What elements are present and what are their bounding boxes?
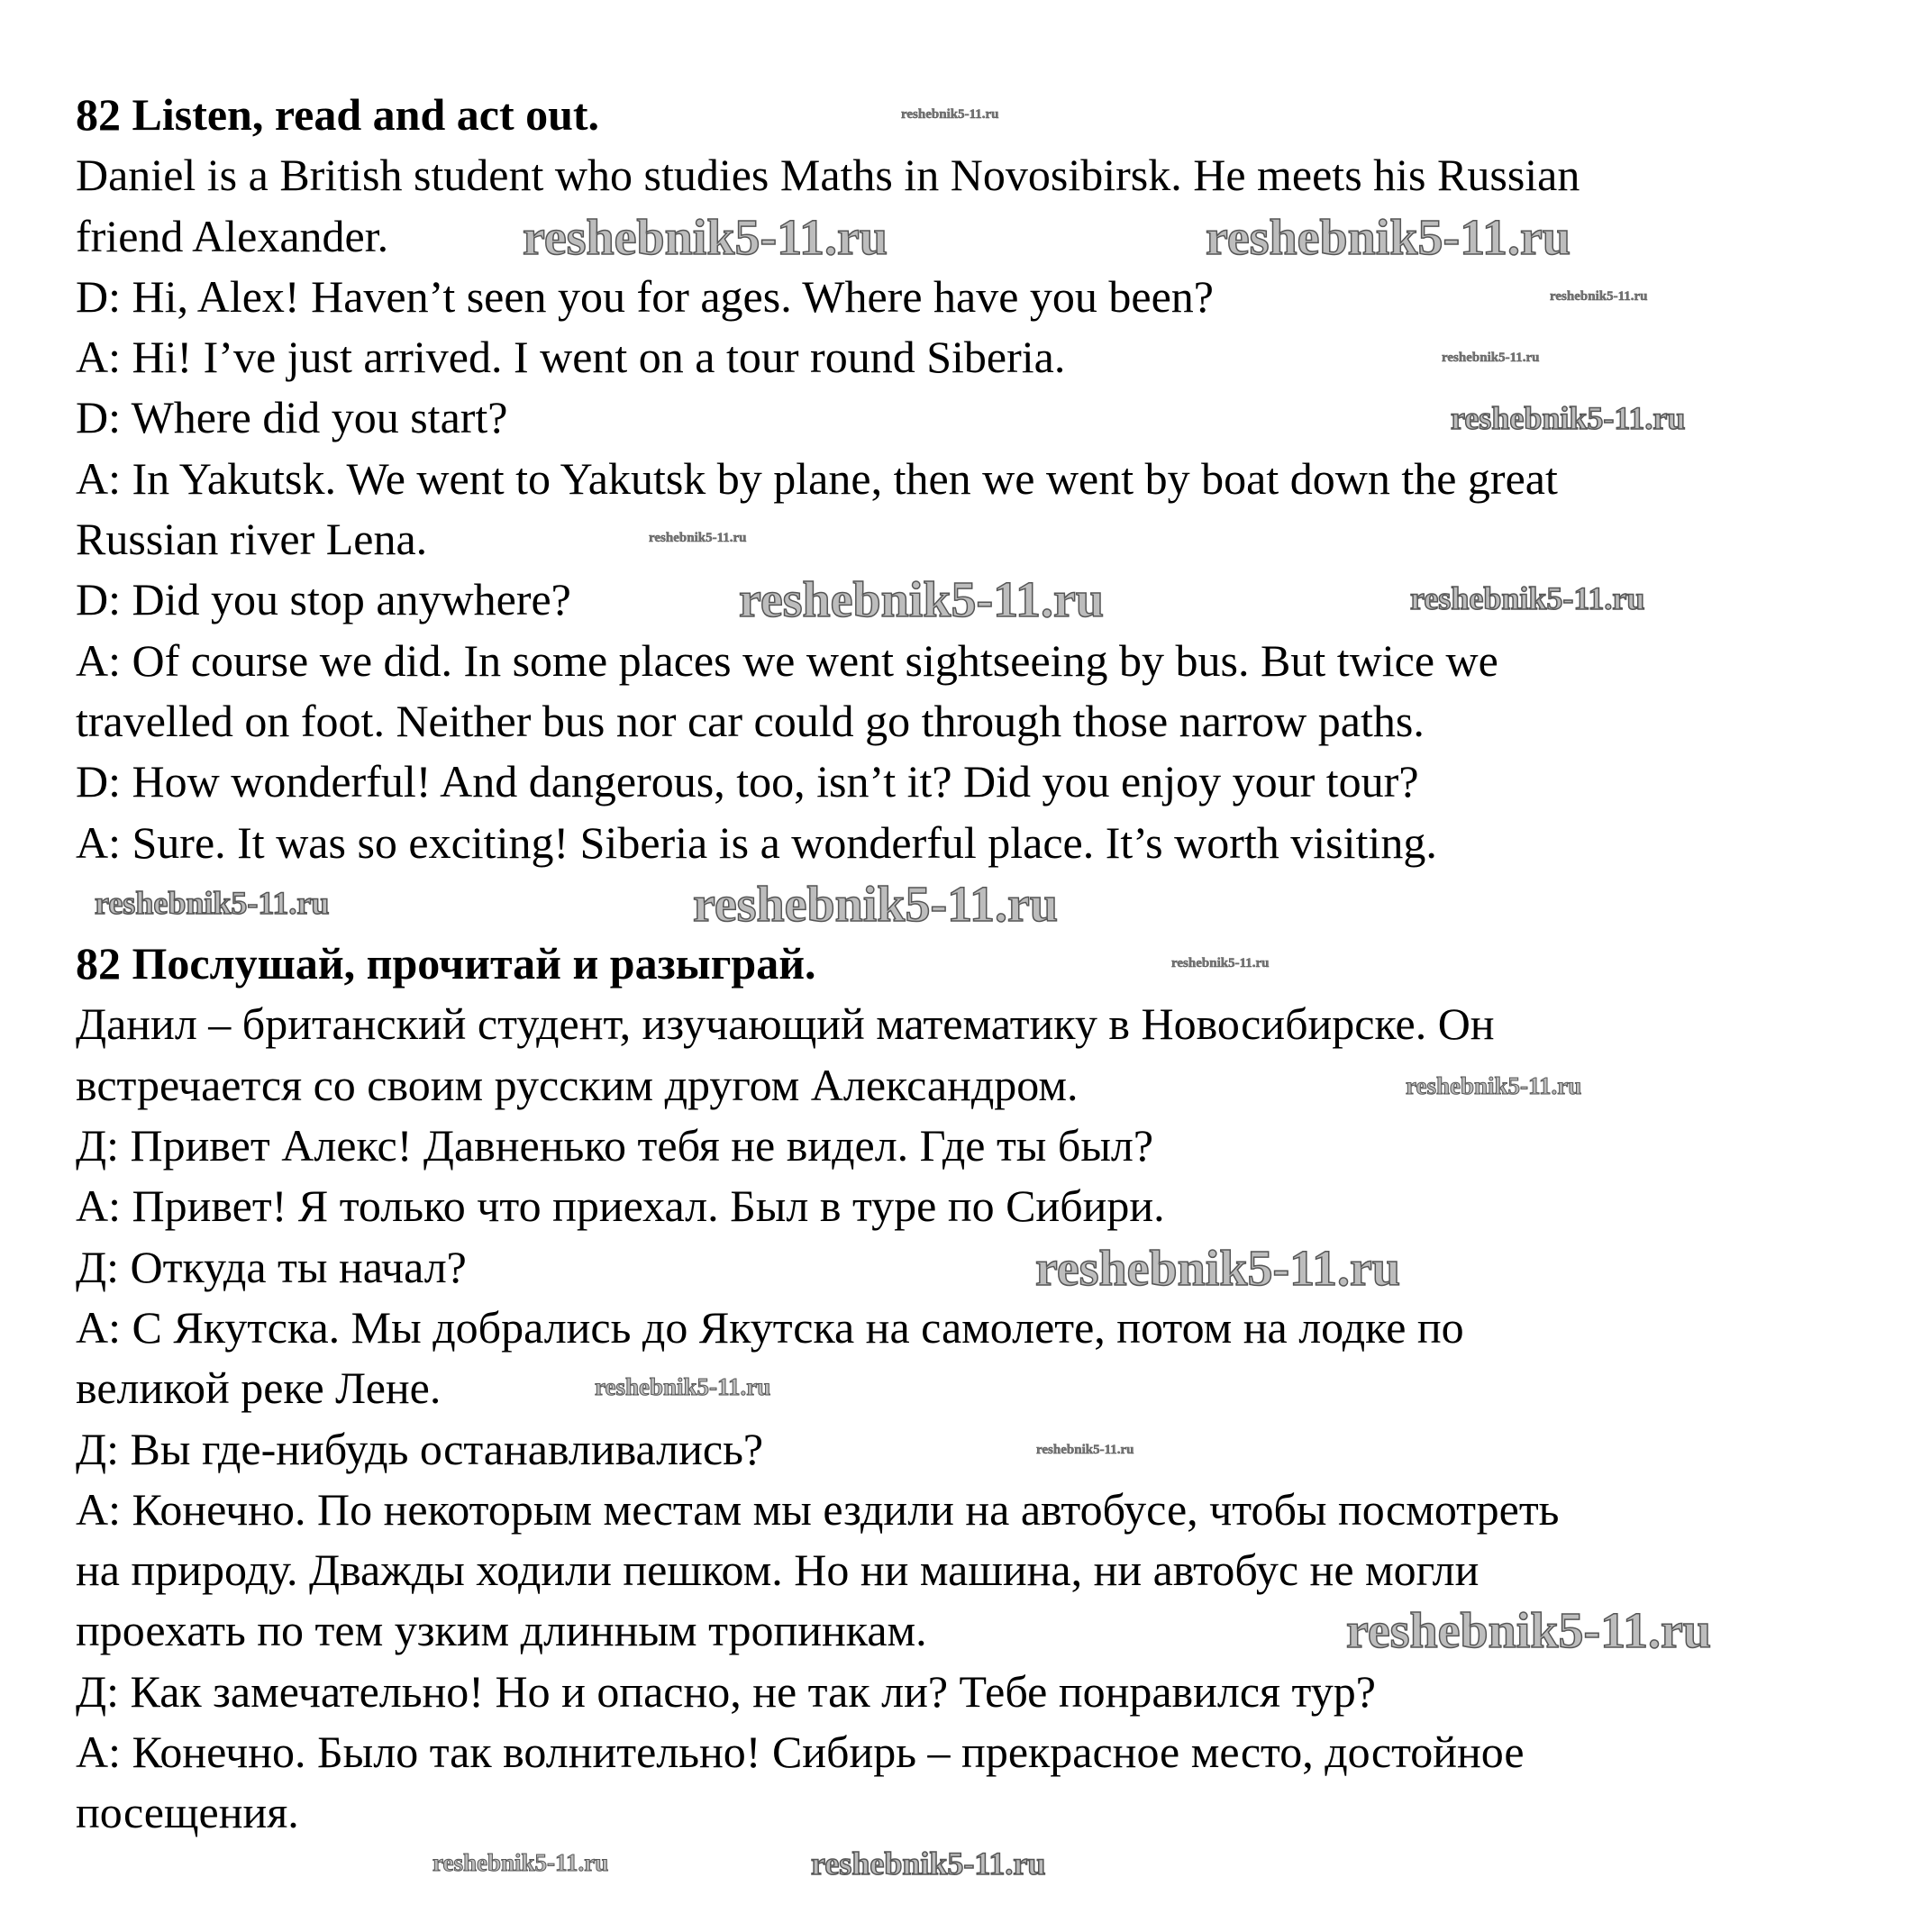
watermark: reshebnik5-11.ru [1451,400,1686,436]
watermark: reshebnik5-11.ru [1171,956,1270,971]
text-line: А: Конечно. Было так волнительно! Сибирь – прекрасное место, достойное [76,1727,1525,1778]
watermark: reshebnik5-11.ru [1346,1603,1712,1659]
text-line: travelled on foot. Neither bus nor car could go through those narrow paths. [76,695,1425,746]
text-line: D: Where did you start? [76,392,508,443]
watermark: reshebnik5-11.ru [595,1373,771,1400]
text-line: встречается со своим русским другом Александром. [76,1059,1079,1110]
watermark: reshebnik5-11.ru [432,1849,609,1876]
text-line: Д: Откуда ты начал? [76,1241,467,1292]
text-line: великой реке Лене. [76,1362,442,1414]
watermark: reshebnik5-11.ru [1035,1241,1401,1297]
text-line: Д: Как замечательно! Но и опасно, не так ли? Тебе понравился тур? [76,1665,1376,1717]
text-line: A: Of course we did. In some places we went sightseeing by bus. But twice we [76,634,1498,686]
watermark: reshebnik5-11.ru [693,877,1059,933]
watermark: reshebnik5-11.ru [1550,289,1648,304]
document-body [76,85,1878,1844]
watermark: reshebnik5-11.ru [1406,1072,1582,1099]
russian-heading: 82 Послушай, прочитай и разыграй. [76,938,816,989]
text-line: D: Hi, Alex! Haven’t seen you for ages. Where have you been? [76,270,1214,322]
text-line: на природу. Дважды ходили пешком. Но ни машина, ни автобус не могли [76,1545,1480,1596]
watermark: reshebnik5-11.ru [95,885,330,921]
text-line: проехать по тем узким длинным тропинкам. [76,1605,927,1656]
text-line: A: Hi! I’ve just arrived. I went on a tour round Siberia. [76,332,1066,383]
watermark: reshebnik5-11.ru [1410,580,1645,616]
english-heading: 82 Listen, read and act out. [76,89,600,140]
text-line: А: Конечно. По некоторым местам мы ездили на автобусе, чтобы посмотреть [76,1483,1560,1535]
watermark: reshebnik5-11.ru [901,107,999,122]
watermark: reshebnik5-11.ru [1036,1443,1134,1457]
watermark: reshebnik5-11.ru [739,572,1105,628]
watermark: reshebnik5-11.ru [523,210,888,266]
text-line: Д: Привет Алекс! Давненько тебя не видел. Где ты был? [76,1120,1154,1171]
text-line: D: How wonderful! And dangerous, too, isn’t it? Did you enjoy your tour? [76,756,1419,807]
text-line: Д: Вы где-нибудь останавливались? [76,1423,764,1474]
text-line: friend Alexander. [76,210,389,261]
watermark: reshebnik5-11.ru [1206,210,1571,266]
text-line: А: Привет! Я только что приехал. Был в туре по Сибири. [76,1180,1165,1232]
spacer [76,873,85,934]
text-line: A: In Yakutsk. We went to Yakutsk by plane, then we went by boat down the great [76,452,1558,504]
text-line: D: Did you stop anywhere? [76,574,571,625]
watermark: reshebnik5-11.ru [649,531,747,545]
text-line: Данил – британский студент, изучающий математику в Новосибирске. Он [76,998,1495,1050]
watermark: reshebnik5-11.ru [811,1845,1046,1882]
text-line: посещения. [76,1787,299,1838]
text-line: A: Sure. It was so exciting! Siberia is a wonderful place. It’s worth visiting. [76,816,1437,868]
text-line: А: С Якутска. Мы добрались до Якутска на самолете, потом на лодке по [76,1301,1464,1353]
text-line: Russian river Lena. [76,514,428,565]
watermark: reshebnik5-11.ru [1442,351,1540,365]
text-line: Daniel is a British student who studies Maths in Novosibirsk. He meets his Russian [76,150,1580,201]
